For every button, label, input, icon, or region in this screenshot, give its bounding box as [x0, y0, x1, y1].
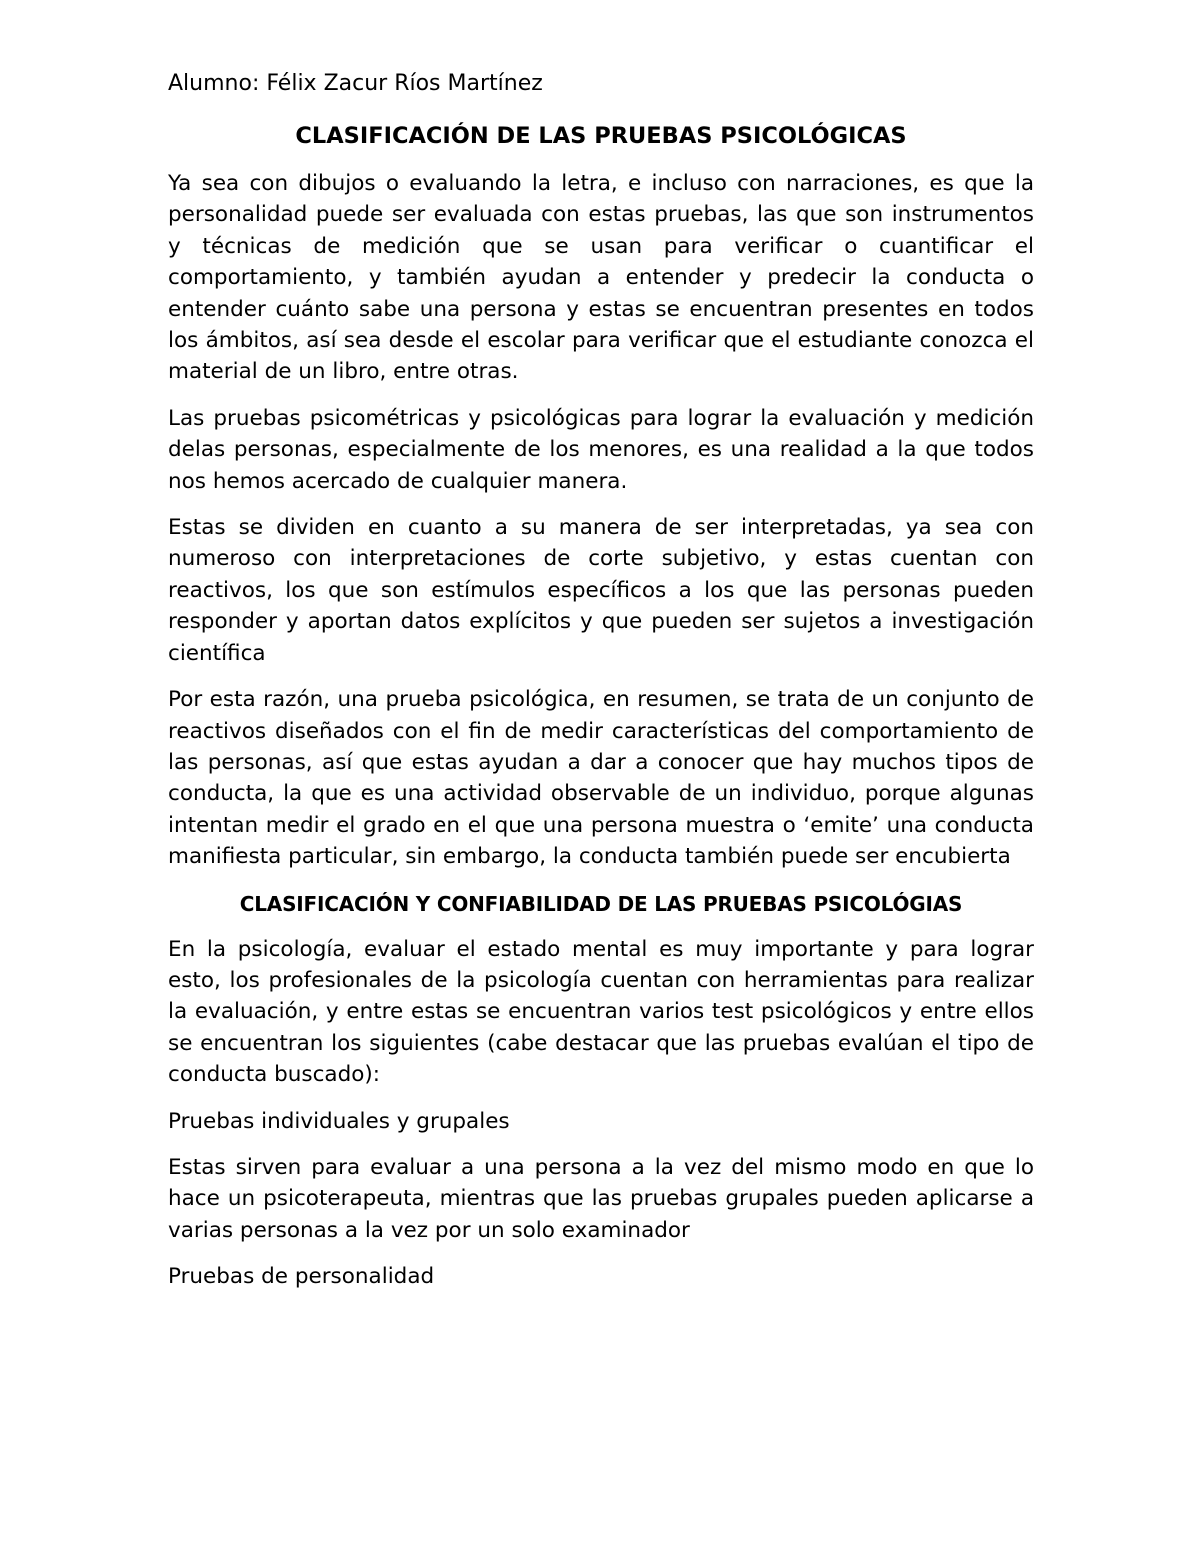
paragraph-individual-group: Estas sirven para evaluar a una persona a la vez del mismo modo en que lo hace un psicoterapeuta, mientras que las pruebas grupales pueden aplicarse a varias personas a la vez por un solo examinador [168, 1154, 1034, 1243]
heading-individual-group: Pruebas individuales y grupales [168, 1108, 510, 1134]
document-title: CLASIFICACIÓN DE LAS PRUEBAS PSICOLÓGICAS [295, 123, 907, 149]
paragraph-psychometric: Las pruebas psicométricas y psicológicas para lograr la evaluación y medición delas personas, especialmente de los menores, es una realidad a la que todos nos hemos acercado de cualquier manera. [168, 405, 1034, 494]
paragraph-intro: Ya sea con dibujos o evaluando la letra, e incluso con narraciones, es que la personalidad puede ser evaluada con estas pruebas, las que son instrumentos y técnicas de medición que se usan para verificar o cuantificar el comportamiento, y también ayudan a entender y predecir la conducta o entender cuánto sabe una persona y estas se encuentran presentes en todos los ámbitos, así sea desde el escolar para verificar que el estudiante conozca el material de un libro, entre otras. [168, 171, 1034, 385]
heading-personality: Pruebas de personalidad [168, 1264, 435, 1290]
section-subtitle: CLASIFICACIÓN Y CONFIABILIDAD DE LAS PRUEBAS PSICOLÓGIAS [239, 891, 963, 916]
paragraph-summary: Por esta razón, una prueba psicológica, en resumen, se trata de un conjunto de reactivos diseñados con el fin de medir características del comportamiento de las personas, así que estas ayudan a dar a conocer que hay muchos tipos de conducta, la que es una actividad observable de un individuo, porque algunas intentan medir el grado en el que una persona muestra o ‘emite’ una conducta manifiesta particular, sin embargo, la conducta también puede ser encubierta [168, 687, 1034, 870]
document-body [168, 68, 1034, 1308]
paragraph-interpretation: Estas se dividen en cuanto a su manera de ser interpretadas, ya sea con numeroso con interpretaciones de corte subjetivo, y estas cuentan con reactivos, los que son estímulos específicos a los que las personas pueden responder y aportan datos explícitos y que pueden ser sujetos a investigación científica [168, 515, 1034, 666]
paragraph-evaluation: En la psicología, evaluar el estado mental es muy importante y para lograr esto, los profesionales de la psicología cuentan con herramientas para realizar la evaluación, y entre estas se encuentran varios test psicológicos y entre ellos se encuentran los siguientes (cabe destacar que las pruebas evalúan el tipo de conducta buscado): [168, 936, 1034, 1088]
author-line: Alumno: Félix Zacur Ríos Martínez [168, 71, 543, 96]
